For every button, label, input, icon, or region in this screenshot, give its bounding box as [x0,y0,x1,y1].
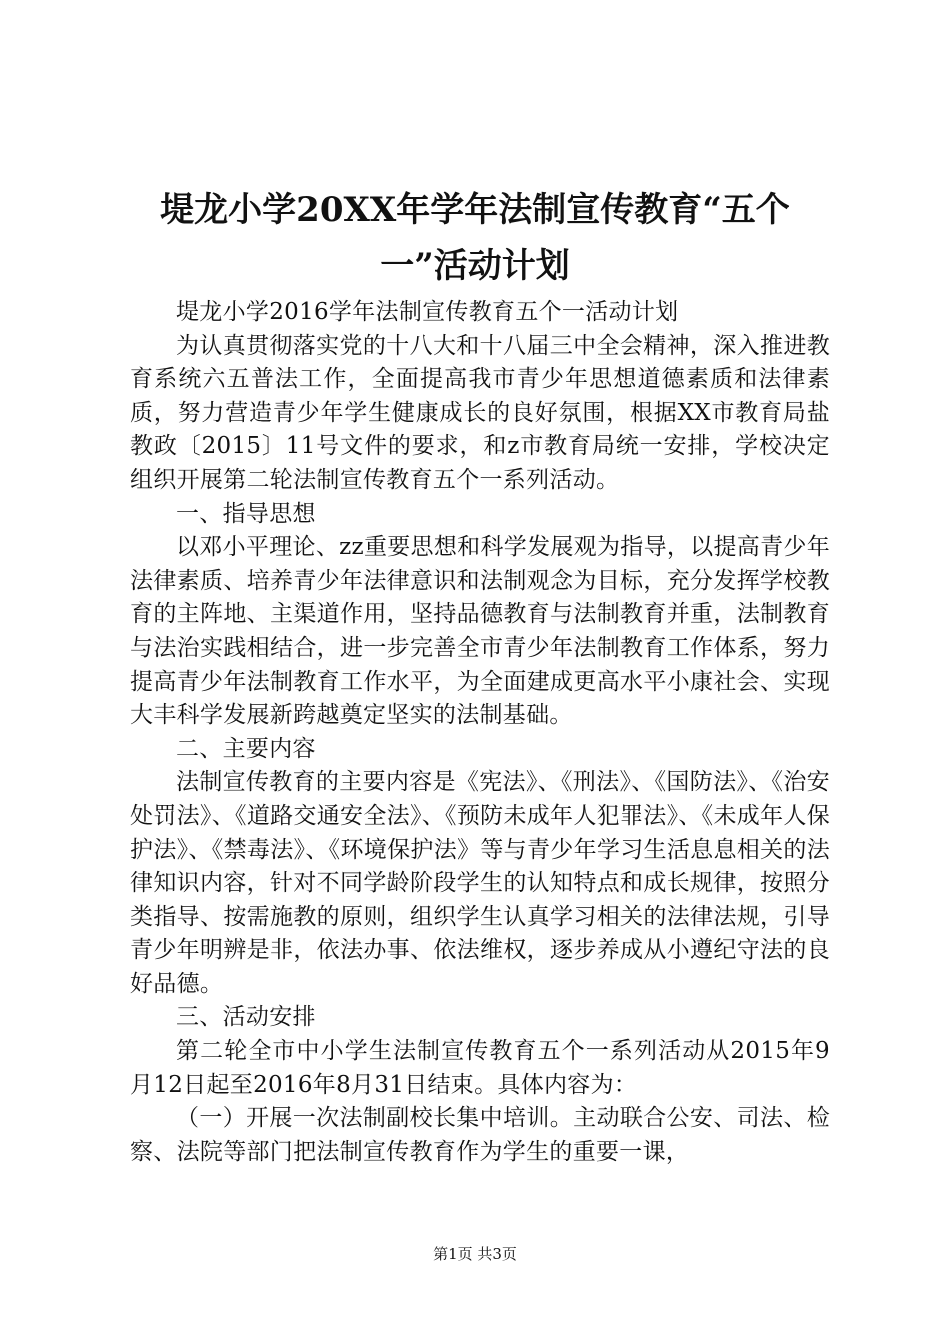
document-title: 堤龙小学20XX年学年法制宣传教育“五个一”活动计划 [160,190,790,286]
section-heading-activity-arrangement: 三、活动安排 [176,1004,316,1031]
guiding-ideology-paragraph: 以邓小平理论、zz重要思想和科学发展观为指导，以提高青少年法律素质、培养青少年法律意识和法制观念为目标，充分发挥学校教育的主阵地、主渠道作用，坚持品德教育与法制教育并重，法制教育与法治实践相结合，进一步完善全市青少年法制教育工作体系，努力提高青少年法制教育工作水平，为全面建成更高水平小康社会、实现大丰科学发展新跨越奠定坚实的法制基础。 [130,534,830,729]
section-heading-guiding-ideology: 一、指导思想 [176,500,316,527]
page-footer: 第1页 共3页 [433,1245,517,1263]
activity-item-1-paragraph: （一）开展一次法制副校长集中培训。主动联合公安、司法、检察、法院等部门把法制宣传教育作为学生的重要一课， [130,1105,830,1165]
main-content-paragraph: 法制宣传教育的主要内容是《宪法》、《刑法》、《国防法》、《治安处罚法》、《道路交通安全法》、《预防未成年人犯罪法》、《未成年人保护法》、《禁毒法》、《环境保护法》等与青少年学习生活息息相关的法律知识内容，针对不同学龄阶段学生的认知特点和成长规律，按照分类指导、按需施教的原则，组织学生认真学习相关的法律法规，引导青少年明辨是非，依法办事、依法维权，逐步养成从小遵纪守法的良好品德。 [130,769,830,997]
intro-paragraph: 为认真贯彻落实党的十八大和十八届三中全会精神，深入推进教育系统六五普法工作，全面提高我市青少年思想道德素质和法律素质，努力营造青少年学生健康成长的良好氛围，根据XX市教育局盐教政〔2015〕11号文件的要求，和z市教育局统一安排，学校决定组织开展第二轮法制宣传教育五个一系列活动。 [130,332,830,493]
document-body [130,296,830,1169]
document-subtitle: 堤龙小学2016学年法制宣传教育五个一活动计划 [176,299,679,325]
section-heading-main-content: 二、主要内容 [176,735,316,762]
activity-arrangement-paragraph: 第二轮全市中小学生法制宣传教育五个一系列活动从2015年9月12日起至2016年8月31日结束。具体内容为： [130,1038,830,1098]
